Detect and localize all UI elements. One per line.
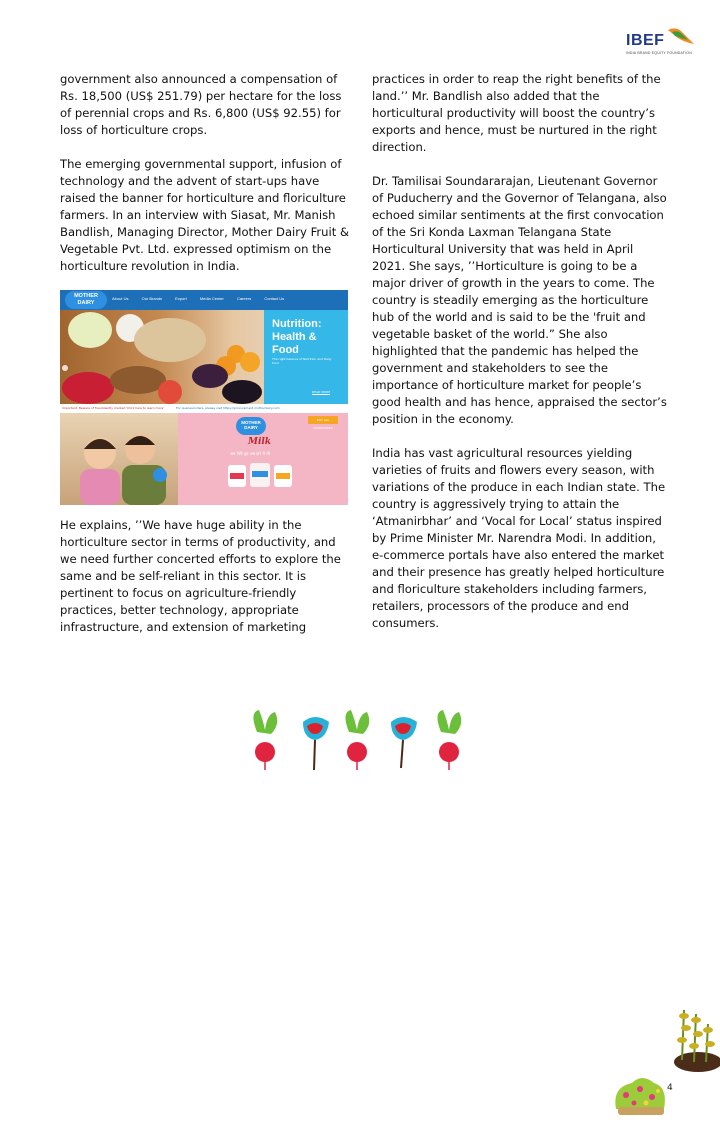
vegetable-decoration xyxy=(245,704,475,784)
banner-logo: MOTHER DAIRY xyxy=(236,417,266,435)
site-milk-banner xyxy=(178,413,348,505)
flower-bush-icon xyxy=(612,1073,668,1117)
site-menu-item: Media Center xyxy=(199,296,224,301)
bird-icon xyxy=(666,24,696,50)
site-hero-link: READ MORE xyxy=(312,390,331,394)
banner-product: Milk xyxy=(248,437,272,447)
site-hero-subtitle: The right balance of Nutrition and Daily food xyxy=(272,357,332,365)
radish-icon xyxy=(253,710,277,770)
children-illustration xyxy=(60,413,178,505)
site-menu xyxy=(112,296,296,301)
paragraph: He explains, ’’We have huge ability in the horticulture sector in terms of productivity, and we need further concerted efforts to explore the same and be self-reliant in this sector. It is pertinent to focus on agriculture-friendly practices, better technology, appropriate infrastructure, and extension of marketing xyxy=(60,518,341,634)
logo-text: IBEF xyxy=(626,32,665,49)
ibef-logo xyxy=(618,24,698,60)
site-logo: MOTHER DAIRY xyxy=(65,291,107,309)
site-notice-strip xyxy=(60,404,348,413)
logo-tagline: INDIA BRAND EQUITY FOUNDATION xyxy=(626,51,692,55)
site-notice-right: For queries/orders, please visit https://procurement.motherdairy.com xyxy=(176,406,280,410)
site-menu-item: Careers xyxy=(236,296,252,301)
site-menu-item: Export xyxy=(175,296,187,301)
paragraph: The emerging governmental support, infusion of technology and the advent of start-ups have raised the banner for horticulture and floriculture farmers. In an interview with Siasat, Mr. Manish Bandlish, Managing Director, Mother Dairy Fruit & Vegetable Pvt. Ltd. expressed optimism on the horticulture revolution in India. xyxy=(60,157,350,273)
paragraph: Dr. Tamilisai Soundararajan, Lieutenant Governor of Puducherry and the Governor of Telangana, also echoed similar sentiments at the first convocation of the Sri Konda Laxman Telangana State Horticultural University that was held in April 2021. She says, ’’Horticulture is going to be a major driver of growth in the years to come. The country is steadily emerging as the horticulture hub of the world and is said to be the 'fruit and vegetable basket of the world.” She also highlighted that the pandemic has helped the government and stakeholders to see the importance of horticulture market for people’s good health and has hence, appraised the sector’s position in the economy. xyxy=(372,174,667,426)
right-column xyxy=(372,71,668,649)
banner-cta: BUY ALL CATEGORIES xyxy=(308,416,338,424)
site-nav xyxy=(60,290,348,310)
paragraph: practices in order to reap the right benefits of the land.’’ Mr. Bandlish also added that the horticultural productivity will boost the country’s exports and hence, must be nurtured in the right direction. xyxy=(372,72,661,154)
site-hero-title: Nutrition: Health & Food xyxy=(272,318,322,356)
radish-icon xyxy=(437,710,461,770)
flower-icon xyxy=(391,717,417,768)
banner-hindi-text: अब ऐसी दूध अब हॉर में भी xyxy=(230,451,270,456)
left-column xyxy=(60,71,352,292)
site-hero-panel xyxy=(264,310,348,404)
site-menu-item: Our Brands xyxy=(141,296,163,301)
page-number: 4 xyxy=(667,1083,673,1093)
paragraph: government also announced a compensation of Rs. 18,500 (US$ 251.79) per hectare for the loss of perennial crops and Rs. 6,800 (US$ 92.55) for loss of horticulture crops. xyxy=(60,72,342,137)
fruit-bowls-illustration xyxy=(60,310,264,404)
milk-packs-illustration xyxy=(178,413,348,505)
site-kids-photo xyxy=(60,413,178,505)
left-column-continued xyxy=(60,517,352,653)
flower-icon xyxy=(303,717,329,770)
site-menu-item: Contact Us xyxy=(264,296,285,301)
site-menu-item: About Us xyxy=(112,296,129,301)
mother-dairy-website-image xyxy=(60,290,348,505)
paragraph: India has vast agricultural resources yielding varieties of fruits and flowers every season, with variations of the produce in each Indian state. The country is aggressively trying to attain the ‘Atmanirbhar’ and ‘Vocal for Local’ status inspired by Prime Minister Mr. Narendra Modi. In addition, e-commerce portals have also entered the market and their presence has greatly helped horticulture and floriculture stakeholders including farmers, retailers, processors of the produce and end consumers. xyxy=(372,446,666,630)
radish-icon xyxy=(345,710,369,770)
plant-pot-icon xyxy=(668,1000,720,1080)
site-notice-left: Important: Beware of fraudulently marked 'Click here to learn more' xyxy=(62,406,165,410)
